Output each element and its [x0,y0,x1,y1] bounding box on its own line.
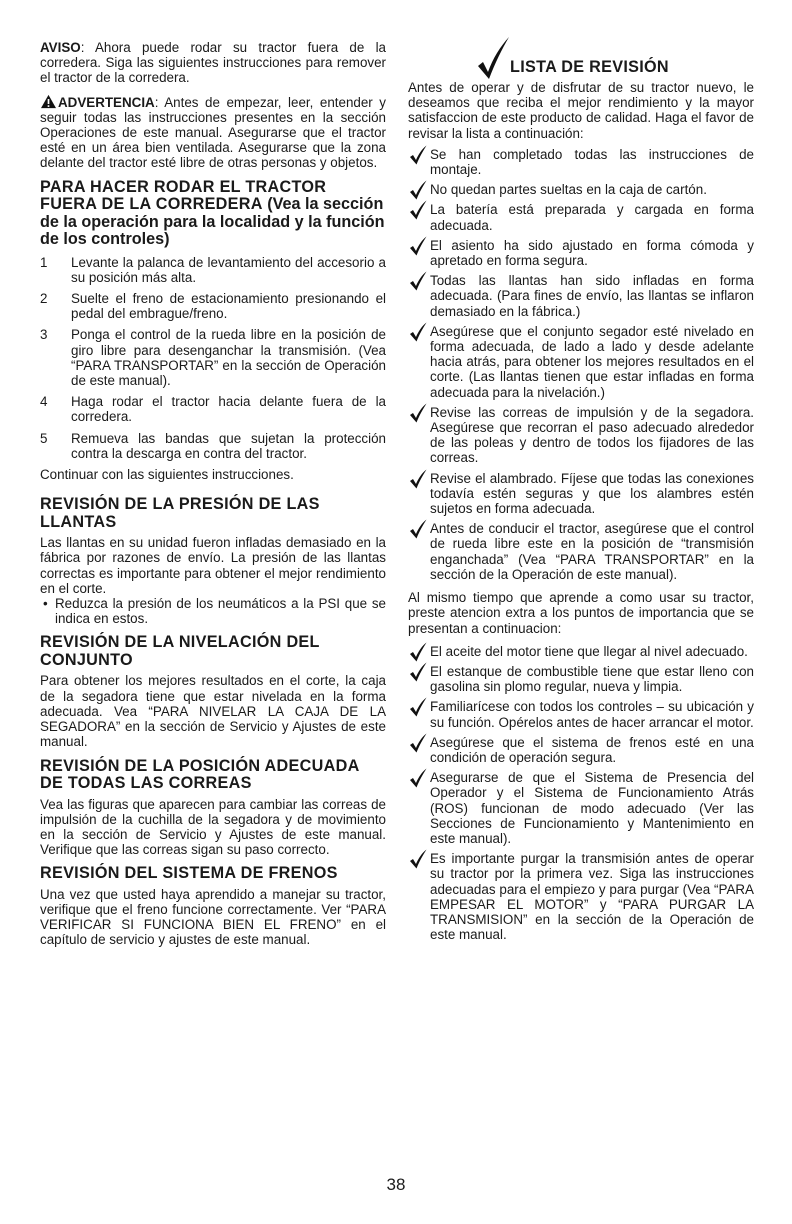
warning-triangle-icon [40,94,57,109]
step-number: 5 [40,430,48,446]
checklist-middle-text: Al mismo tiempo que aprende a como usar su tractor, preste atencion extra a los puntos de importancia que se presentan a continuacion: [408,590,754,636]
checklist-item [408,273,754,319]
checklist-title [476,40,754,80]
aviso-label: AVISO [40,40,81,55]
checkmark-icon [409,733,427,753]
checklist-item-text: Familiarícese con todos los controles – su ubicación y su función. Opérelos antes de hacer arrancar el motor. [430,699,754,730]
checklist-item-text: No quedan partes sueltas en la caja de cartón. [430,182,707,198]
checklist-item-text: Asegúrese que el sistema de frenos esté en una condición de operación segura. [430,734,754,765]
checklist-item-text: La batería está preparada y cargada en forma adecuada. [430,202,754,233]
step-number: 1 [40,254,48,270]
checklist-item [408,664,754,694]
aviso-text: : Ahora puede rodar su tractor fuera de la corredera. Siga las siguientes instrucciones para remover el tractor de la corredera. [40,40,386,86]
step-item [40,327,386,388]
presion-bullet-text: Reduzca la presión de los neumáticos a la PSI que se indica en estos. [55,596,386,627]
step-number: 3 [40,327,48,343]
heading-frenos: REVISIÓN DEL SISTEMA DE FRENOS [40,864,338,883]
checkmark-icon [409,768,427,788]
step-item [40,255,386,285]
checklist-item-text: Antes de conducir el tractor, asegúrese que el control de rueda libre este en la posición de “transmisión enganchada” (Vea “PARA TRANSPORTAR” en la sección de la Operación de este manual). [430,521,754,582]
checklist-item-text: Es importante purgar la transmisión antes de operar su tractor por la primera vez. Siga las instrucciones adecuadas para el empiezo y para purgar (Vea “PARA EMPESAR EL MOTOR” y “PARA PURGAR LA TRANSMISION” en la sección de la Operación de este manual. [430,851,754,943]
advertencia-label: ADVERTENCIA [58,94,155,110]
checkmark-icon [409,322,427,342]
checkmark-icon [409,145,427,165]
heading-rodar-main: PARA HACER RODAR EL TRACTOR FUERA DE LA CORREDERA [40,177,327,214]
step-item [40,431,386,461]
correas-text: Vea las figuras que aparecen para cambiar las correas de impulsión de la cuchilla de la segadora y de movimiento en la sección de Servicio y Ajustes de este manual. Verifique que las correas sigan su paso correcto. [40,796,386,858]
checklist-item-text: Asegúrese que el conjunto segador esté nivelado en forma adecuada, de lado a lado y desde adelante hacia atrás, para obtener los mejores resultados en el corte. (Las llantas tienen que estar infladas en forma adecuada para la nivelación.) [430,323,754,400]
checklist-item-text: El estanque de combustible tiene que estar lleno con gasolina sin plomo regular, nueva y limpia. [430,663,754,695]
checkmark-icon [409,200,427,220]
heading-correas: REVISIÓN DE LA POSICIÓN ADECUADA DE TODAS LAS CORREAS [40,756,359,792]
bullet-dot: • [43,596,48,612]
checklist-item-text: El asiento ha sido ajustado en forma cómoda y apretado en forma segura. [430,237,754,269]
step-text: Levante la palanca de levantamiento del accesorio a su posición más alta. [71,254,386,285]
large-checkmark-icon [476,36,510,80]
aviso-paragraph [40,40,386,86]
checklist-item-text: Asegurarse de que el Sistema de Presencia del Operador y el Sistema de Funcionamiento Atrás (ROS) funcionan de modo adecuado (Ver las Secciones de Funcionamiento y Mantenimiento en este manual). [430,770,754,846]
checklist-item [408,182,754,197]
checkmark-icon [409,697,427,717]
step-text: Remueva las bandas que sujetan la protección contra la descarga en contra del tractor. [71,430,386,461]
checklist-title-text: LISTA DE REVISIÓN [510,58,669,76]
checkmark-icon [409,403,427,423]
checklist-item [408,851,754,942]
checklist-item [408,238,754,268]
checklist-item [408,770,754,846]
step-item [40,291,386,321]
checkmark-icon [409,271,427,291]
presion-text: Las llantas en su unidad fueron infladas demasiado en la fábrica por razones de envío. La presión de las llantas correctas es importante para obtener el mejor rendimiento en el corte. [40,535,386,596]
checklist-item [408,147,754,177]
checkmark-icon [409,662,427,682]
checklist-item-text: El aceite del motor tiene que llegar al nivel adecuado. [430,643,748,659]
advertencia-paragraph [40,94,386,171]
checklist-item-text: Se han completado todas las instrucciones de montaje. [430,146,754,178]
checkmark-icon [409,849,427,869]
checklist-item [408,202,754,232]
checklist-item [408,699,754,729]
step-item [40,394,386,424]
checkmark-icon [409,642,427,662]
steps-list [40,255,386,461]
checklist-item-text: Todas las llantas han sido infladas en forma adecuada. (Para fines de envío, las llantas se inflaron demasiado en la fábrica.) [430,273,754,319]
checklist-item [408,735,754,765]
checklist-b [408,644,754,943]
heading-presion-llantas: REVISIÓN DE LA PRESIÓN DE LAS LLANTAS [40,495,320,531]
checklist-a [408,147,754,582]
checklist-item [408,324,754,400]
checklist-item [408,405,754,466]
checklist-item-text: Revise las correas de impulsión y de la segadora. Asegúrese que recorran el paso adecuado alrededor de las poleas y dentro de todos los fijadores de las correas. [430,404,754,466]
checkmark-icon [409,180,427,200]
left-column [40,40,386,948]
checklist-item [408,471,754,517]
checkmark-icon [409,236,427,256]
step-number: 2 [40,291,48,307]
checkmark-icon [409,469,427,489]
page-number: 38 [386,1175,406,1194]
continuar-text: Continuar con las siguientes instrucciones. [40,467,294,483]
nivelacion-text: Para obtener los mejores resultados en el corte, la caja de la segadora tiene que estar nivelada en la forma adecuada. Vea “PARA NIVELAR LA CAJA DE LA SEGADORA” en la sección de Servicio y Ajustes de este manual. [40,673,386,750]
step-number: 4 [40,394,48,410]
heading-rodar-tractor [40,179,386,249]
step-text: Suelte el freno de estacionamiento presionando el pedal del embrague/freno. [71,291,386,322]
step-text: Haga rodar el tractor hacia delante fuera de la corredera. [71,394,386,425]
heading-nivelacion: REVISIÓN DE LA NIVELACIÓN DEL CONJUNTO [40,633,320,669]
checklist-item [408,521,754,582]
checklist-intro: Antes de operar y de disfrutar de su tractor nuevo, le deseamos que reciba el mejor rendimiento y la mayor satisfaccion de este producto de calidad. Haga el favor de revisar la lista a continuación: [408,80,754,141]
checklist-item-text: Revise el alambrado. Fíjese que todas las conexiones todavía estén seguras y que los alambres estén sujetos en forma adecuada. [430,470,754,517]
frenos-text: Una vez que usted haya aprendido a manejar su tractor, verifique que el freno funcione correctamente. Ver “PARA VERIFICAR SI FUNCIONA BIEN EL FRENO” en el capítulo de servicio y ajustes de este manual. [40,886,386,948]
checkmark-icon [409,519,427,539]
checklist-item [408,644,754,659]
step-text: Ponga el control de la rueda libre en la posición de giro libre para desenganchar la transmisión. (Vea “PARA TRANSPORTAR” en la sección de Operación de este manual). [71,327,386,389]
presion-bullet [40,596,386,626]
heading-rodar-sub: (Vea la sección de la operación para la localidad y la función de los controles) [40,195,385,249]
right-column [408,40,754,947]
advertencia-text: : Antes de empezar, leer, entender y seguir todas las instrucciones presentes en la sección Operaciones de este manual. Asegurarse que el tractor esté en un área bien ventilada. Asegurarse que la zona delante del tractor esté libre de otras personas y objetos. [40,94,386,171]
